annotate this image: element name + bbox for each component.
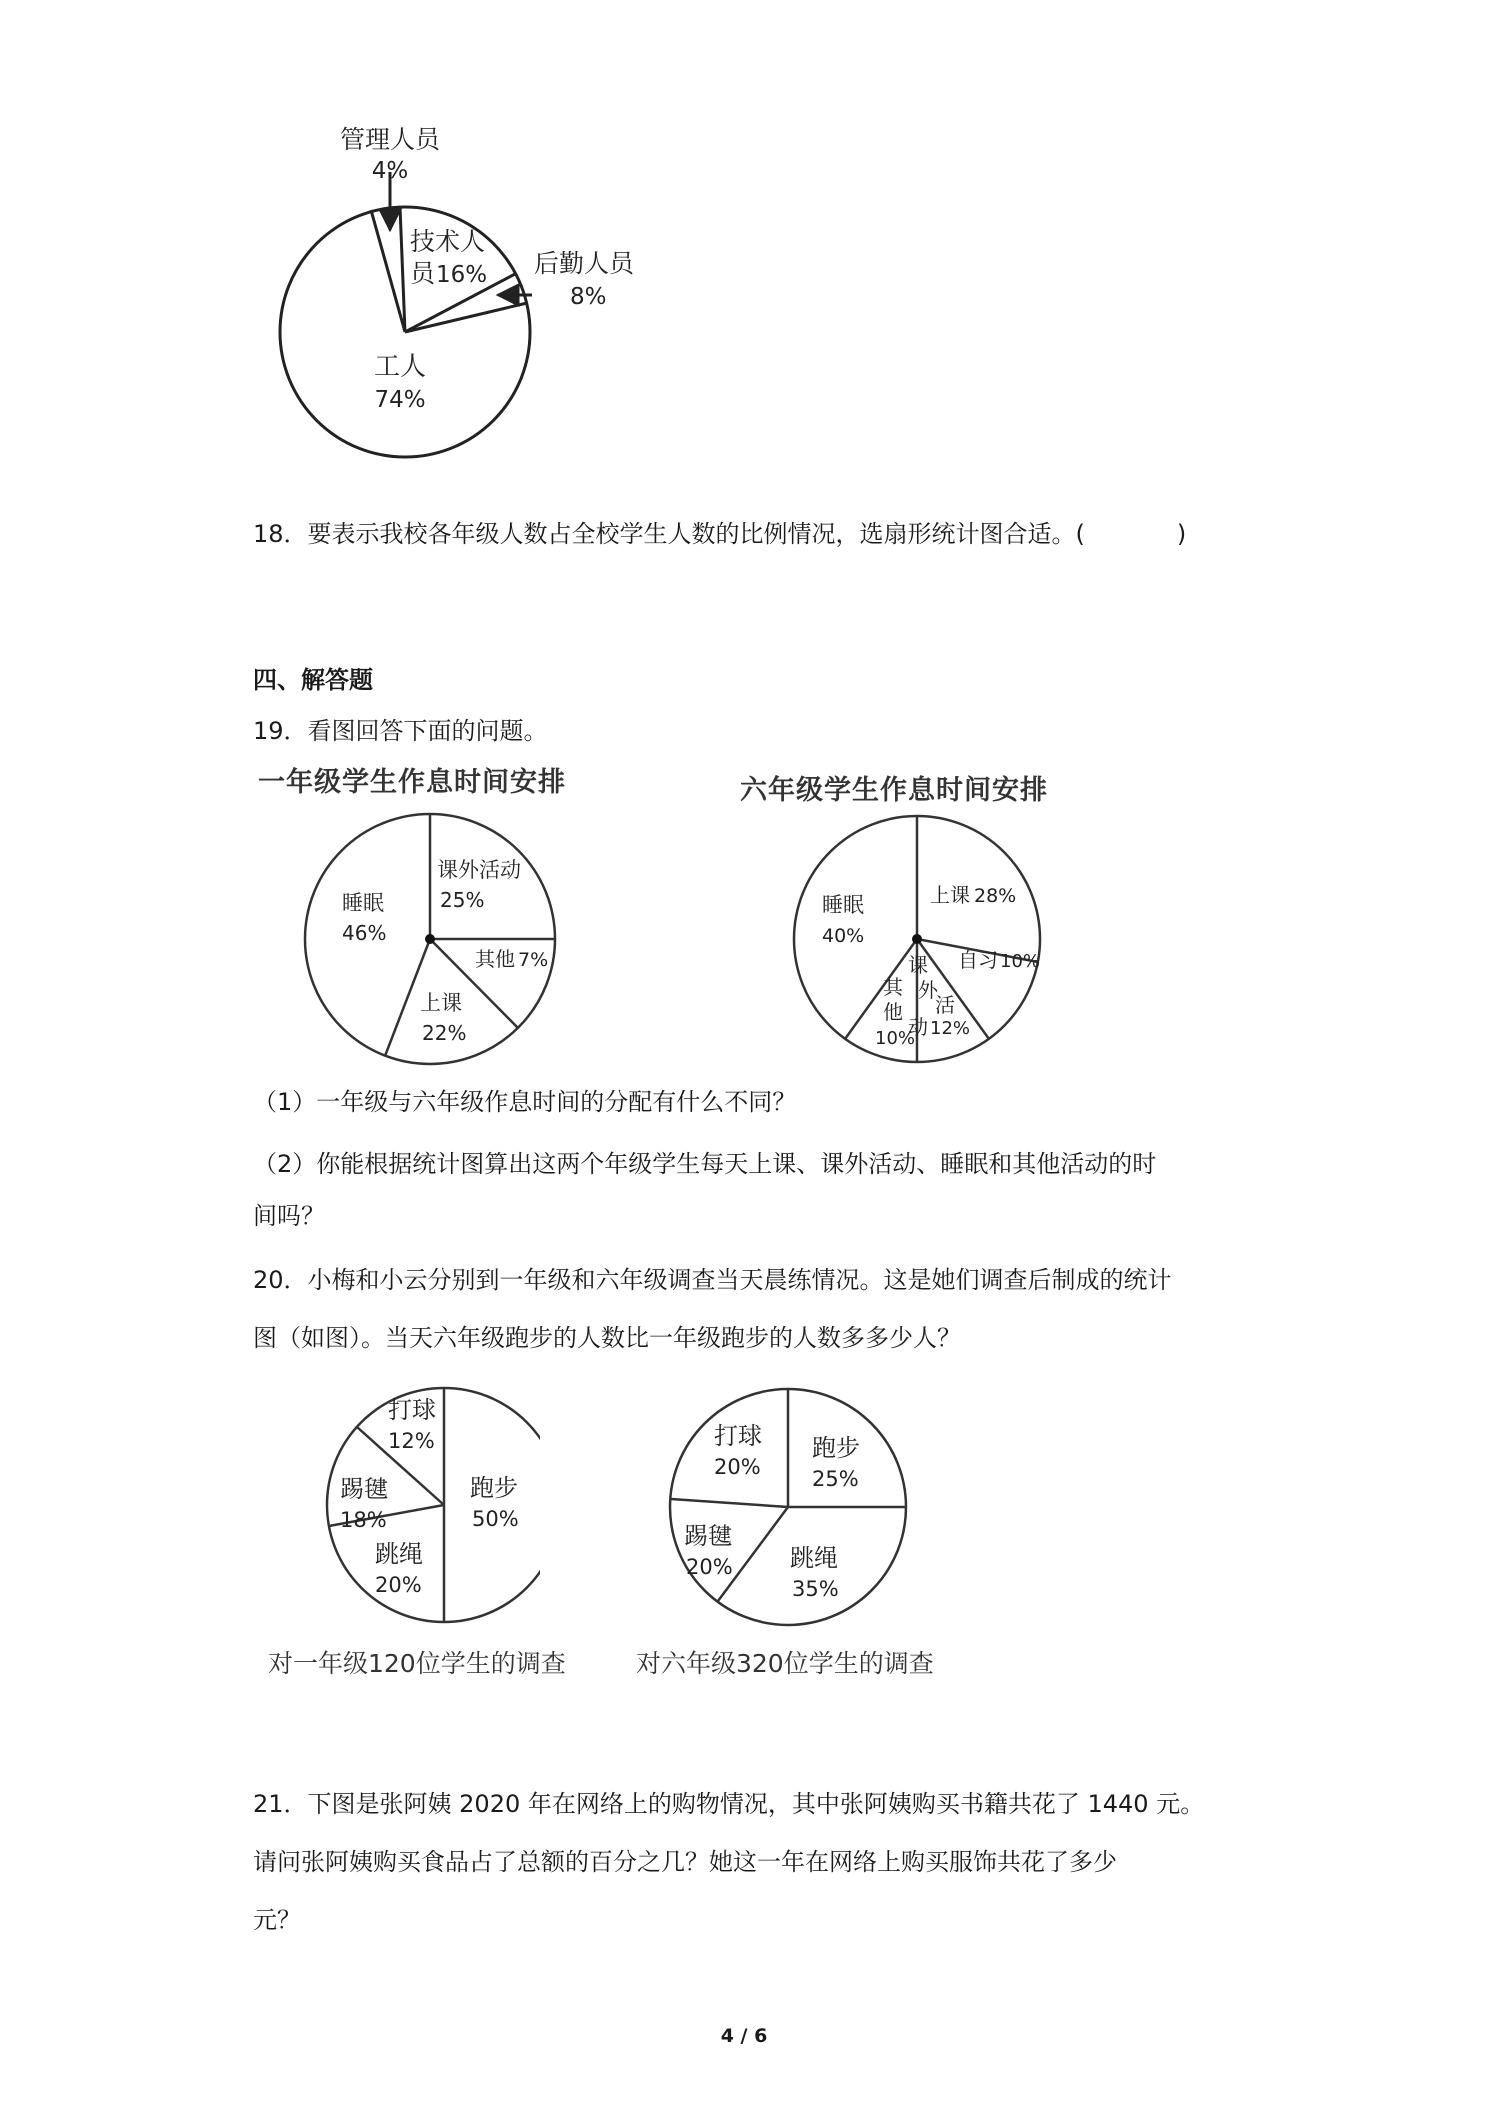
g6-label-other-1: 其 <box>883 975 903 999</box>
g6-label-activity-2: 外 <box>918 978 938 1002</box>
staff-label-tech-2: 员 <box>410 259 436 288</box>
g1-center-dot <box>425 934 435 944</box>
page-number: 4 / 6 <box>720 2025 768 2047</box>
g6-sep-5 <box>845 939 917 1039</box>
grade6-schedule-title: 六年级学生作息时间安排 <box>740 775 1048 806</box>
s1-label-run: 跑步 <box>470 1474 518 1502</box>
grade1-survey-caption: 对一年级120位学生的调查 <box>268 1649 566 1678</box>
staff-label-logistics: 后勤人员 <box>534 249 635 278</box>
grade1-survey-pie <box>310 1384 540 1629</box>
g6-label-other-2: 他 <box>883 1000 903 1024</box>
s1-value-ball: 12% <box>388 1429 435 1453</box>
s1-value-rope: 20% <box>375 1573 422 1597</box>
s6-sep-4 <box>671 1499 788 1507</box>
staff-value-mgmt: 4% <box>371 158 409 184</box>
g6-value-activity: 12% <box>930 1018 971 1039</box>
s6-value-run: 25% <box>812 1467 859 1491</box>
s6-label-shuttle: 踢毽 <box>684 1522 732 1550</box>
grade6-survey-caption: 对六年级320位学生的调查 <box>636 1649 934 1678</box>
g1-value-sleep: 46% <box>342 921 387 945</box>
g1-value-class: 22% <box>422 1021 467 1045</box>
q19-text: 19．看图回答下面的问题。 <box>253 717 548 745</box>
grade1-schedule-pie <box>300 810 580 1080</box>
g1-label-sleep: 睡眠 <box>342 891 384 915</box>
staff-value-logistics: 8% <box>570 284 607 310</box>
g6-value-other: 10% <box>875 1028 916 1049</box>
q18-text: 18．要表示我校各年级人数占全校学生人数的比例情况，选扇形统计图合适。( ) <box>253 520 1187 548</box>
s6-value-rope: 35% <box>792 1577 839 1601</box>
s1-value-shuttle: 18% <box>340 1508 387 1532</box>
staff-label-tech-1: 技术人 <box>410 227 486 256</box>
g6-label-study: 自习 <box>958 948 998 972</box>
g6-center-dot <box>912 934 922 944</box>
s6-label-rope: 跳绳 <box>790 1544 838 1572</box>
s1-label-shuttle: 踢毽 <box>340 1475 388 1503</box>
staff-label-worker: 工人 <box>373 352 427 382</box>
grade6-schedule-pie <box>780 812 1050 1072</box>
g6-value-study: 10% <box>1000 951 1041 972</box>
q19-sub2-line2: 间吗？ <box>253 1202 325 1230</box>
s1-label-rope: 跳绳 <box>375 1540 423 1568</box>
g1-value-other: 7% <box>518 949 549 971</box>
staff-value-tech: 16% <box>436 262 488 288</box>
g6-value-sleep: 40% <box>822 925 865 947</box>
g1-label-class: 上课 <box>420 991 462 1015</box>
g1-label-activity: 课外活动 <box>437 858 521 882</box>
g1-label-other: 其他 <box>475 947 515 971</box>
g1-value-activity: 25% <box>440 888 485 912</box>
q20-line1: 20．小梅和小云分别到一年级和六年级调查当天晨练情况。这是她们调查后制成的统计 <box>253 1266 1172 1294</box>
g6-label-activity-4: 动 <box>908 1015 928 1039</box>
q19-sub1: （1）一年级与六年级作息时间的分配有什么不同？ <box>253 1088 797 1116</box>
s6-value-ball: 20% <box>714 1455 761 1479</box>
section-4-heading: 四、解答题 <box>253 666 373 694</box>
g6-label-activity-3: 活 <box>935 993 955 1017</box>
q21-line1: 21．下图是张阿姨 2020 年在网络上的购物情况，其中张阿姨购买书籍共花了 1440 元。 <box>253 1790 1205 1818</box>
staff-label-mgmt: 管理人员 <box>339 125 441 154</box>
s1-value-run: 50% <box>472 1507 519 1531</box>
s6-label-ball: 打球 <box>714 1422 762 1450</box>
s1-label-ball: 打球 <box>388 1396 436 1424</box>
grade1-schedule-title: 一年级学生作息时间安排 <box>258 767 566 798</box>
g6-label-activity-1: 课 <box>908 953 928 977</box>
staff-value-worker: 74% <box>374 387 426 413</box>
g6-label-class: 上课 <box>930 883 970 907</box>
g6-label-sleep: 睡眠 <box>822 893 864 917</box>
staff-pie-chart <box>270 120 650 480</box>
g6-value-class: 28% <box>974 885 1017 907</box>
staff-sep-4 <box>405 303 527 332</box>
q21-line3: 元？ <box>253 1906 301 1934</box>
s6-label-run: 跑步 <box>812 1434 860 1462</box>
s6-value-shuttle: 20% <box>686 1555 733 1579</box>
q19-sub2-line1: （2）你能根据统计图算出这两个年级学生每天上课、课外活动、睡眠和其他活动的时 <box>253 1150 1157 1178</box>
q21-line2: 请问张阿姨购买食品占了总额的百分之几？她这一年在网络上购买服饰共花了多少 <box>253 1848 1117 1876</box>
grade6-survey-pie <box>662 1384 922 1634</box>
q20-line2: 图（如图）。当天六年级跑步的人数比一年级跑步的人数多多少人？ <box>253 1324 961 1352</box>
